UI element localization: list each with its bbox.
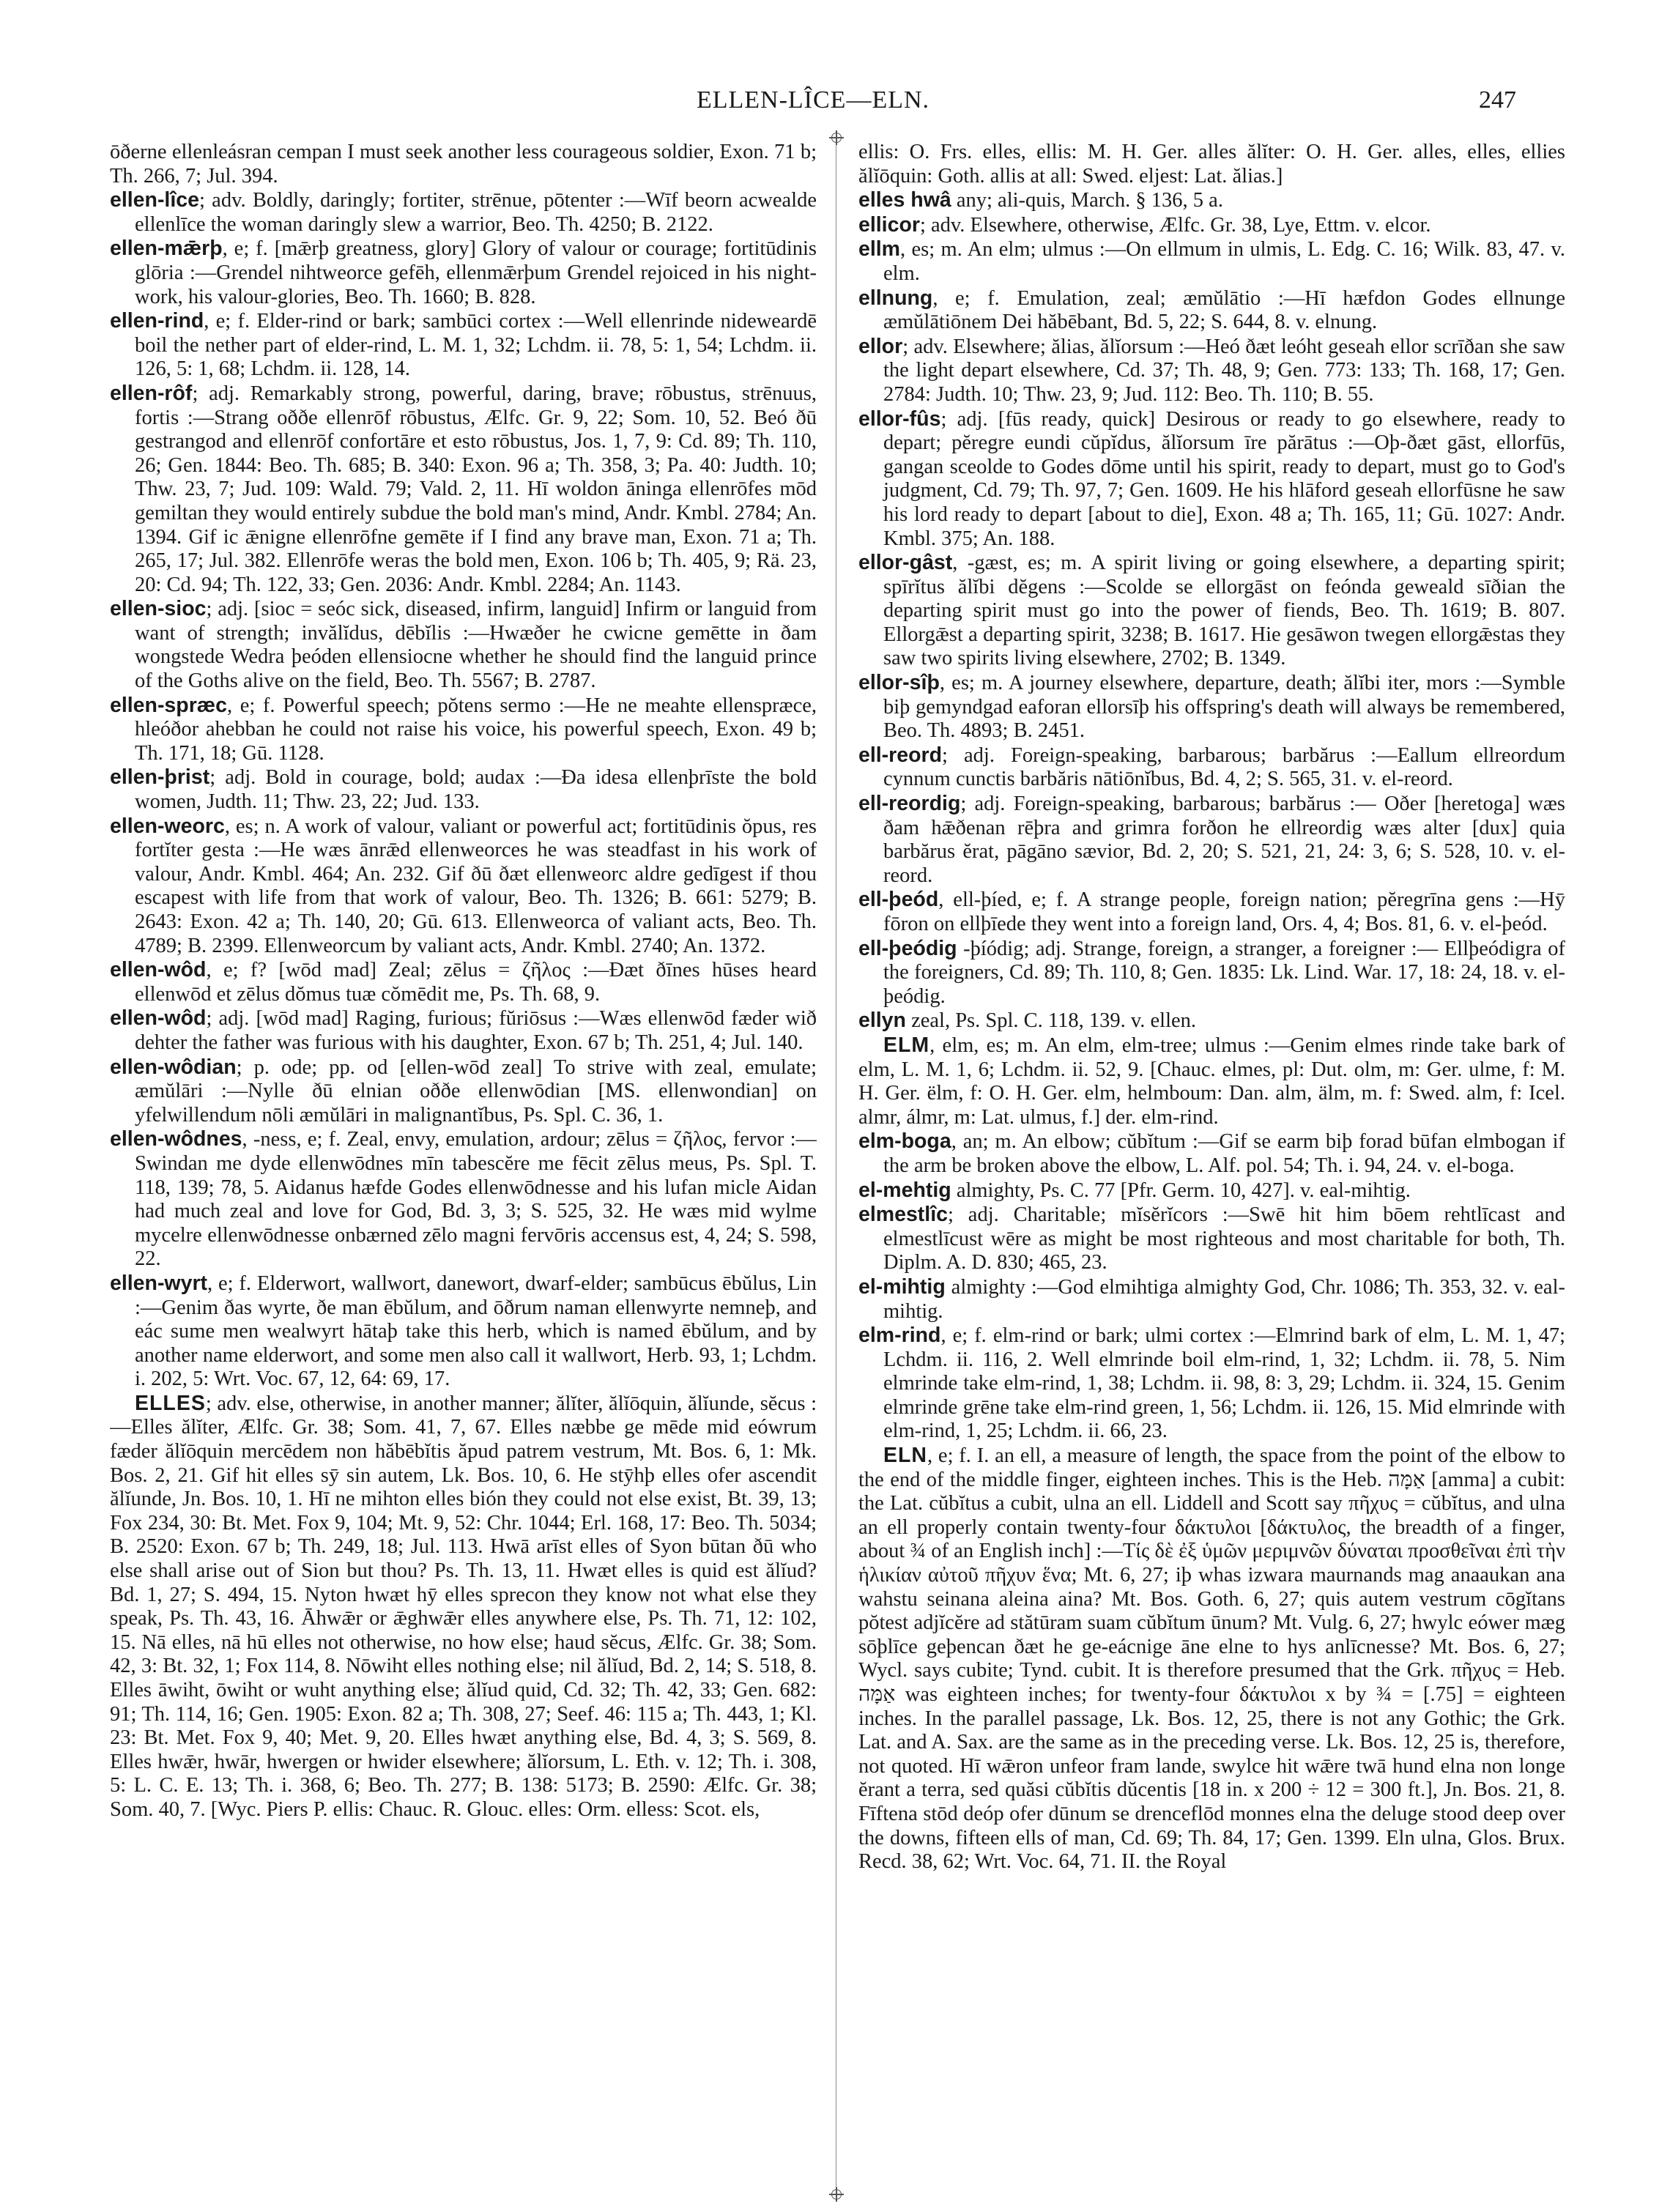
dictionary-entry [110,958,817,1006]
dictionary-entry [858,286,1565,335]
entry-headword: ellm [858,237,901,261]
dictionary-entry [110,141,817,188]
entry-headword: ellen-spræc [110,693,227,717]
entry-headword: ellen-rind [110,309,204,333]
dictionary-entry [858,792,1565,888]
entry-headword: ellen-wôdian [110,1055,237,1079]
dictionary-entry [110,597,817,693]
dictionary-entry [110,694,817,766]
entry-definition: , e; f. Emulation, zeal; æmŭlātio :—Hī hæfdon Godes ellnunge æmŭlātiōnem Dei hăbēbant, Bd. 5, 22; S. 644, 8. v. elnung. [883,286,1565,334]
dictionary-entry [858,335,1565,407]
entry-definition: , es; n. A work of valour, valiant or powerful act; fortitūdinis ŏpus, res fortĭter gesta :—He wæs ānrǣd ellenweorces he was steadfast in his work of valour, Andr. Kmbl. 464; An. 232. Gif ðū ðæt ellenweorc aldre gedīgest if thou escapest with life from that work of valour, Beo. Th. 1326; B. 661: 5279; B. 2643: Exon. 42 a; Th. 140, 20; Gū. 613. Ellenweorca of valiant acts, Beo. Th. 4789; B. 2399. Ellenweorcum by valiant acts, Andr. Kmbl. 2740; An. 1372. [135,814,817,957]
entry-definition: , ell-þíed, e; f. A strange people, foreign nation; pĕregrīna gens :—Hȳ fōron on ellþīede they went into a foreign land, Ors. 4, 4; Bos. 81, 6. v. el-þeód. [883,888,1565,935]
entry-definition: ; adj. Charitable; mĭsĕrĭcors :—Swē hit him bōem rehtlīcast and elmestlīcust wēre as might be most righteous and most charitable for both, Th. Diplm. A. D. 830; 465, 23. [883,1203,1565,1274]
entry-definition: ; adv. Elsewhere, otherwise, Ælfc. Gr. 38, Lye, Ettm. v. elcor. [919,213,1431,237]
entry-headword: ellen-wôd [110,1006,207,1031]
right-column [858,141,1565,2184]
dictionary-entry [110,382,817,597]
dictionary-entry [858,743,1565,792]
entry-headword: ellor [858,334,903,358]
entry-definition: ; adj. [sioc = seóc sick, diseased, infirm, languid] Infirm or languid from want of strength; invălĭdus, dēbĭlis :—Hwæðer he cwicne gemētte in ðam wongstede Wedra þeóden ellensiocne whether he should find the languid prince of the Goths alive on the field, Beo. Th. 5567; B. 2787. [135,598,817,693]
entry-headword: elm-rind [858,1324,941,1348]
dictionary-entry [858,551,1565,671]
entry-headword: ellen-rôf [110,381,193,405]
entry-definition: ; p. ode; pp. od [ellen-wōd zeal] To strive with zeal, emulate; æmŭlāri :—Nylle ðū elnian oððe ellenwōdian [MS. ellenwondian] on yfelwillendum nōli æmŭlāri in malignantĭbus, Ps. Spl. C. 36, 1. [135,1055,817,1127]
entry-definition: ; adv. else, otherwise, in another manner; ălĭter, ălĭōquin, ălĭunde, sĕcus :—Elles ălĭter, Ælfc. Gr. 38; Som. 41, 7, 67. Elles næbbe ge mēde mid eówrum fæder ălĭōquin mercēdem non hăbēbĭtis ăpud patrem vestrum, Mt. Bos. 6, 1: Mk. Bos. 2, 21. Gif hit elles sȳ sin autem, Lk. Bos. 10, 6. He stȳhþ elles ofer ascendit ălĭunde, Jn. Bos. 10, 1. Hī ne mihton elles bión they could not else exist, Bt. 39, 13; Fox 234, 30: Bt. Met. Fox 9, 104; Mt. 9, 52: Chr. 1044; Erl. 168, 17: Beo. Th. 5034; B. 2520: Exon. 67 b; Th. 249, 18; Jul. 113. Hwā arīst elles of Syon būtan ðū who else shall arise out of Sion but thou? Ps. Th. 13, 11. Hwæt elles is quid est ălĭud? Bd. 1, 27; S. 494, 15. Nyton hwæt hȳ elles sprecon they know not what else they speak, Ps. Th. 43, 16. Āhwǣr or ǣghwǣr elles anywhere else, Ps. Th. 71, 12: 102, 15. Nā elles, nā hū elles not otherwise, no how else; haud sĕcus, Ælfc. Gr. 38; Som. 42, 3: Bt. 32, 1; Fox 114, 8. Nōwiht elles nothing else; nil ălĭud, Bd. 2, 14; S. 518, 8. Elles āwiht, ōwiht or wuht anything else; ălĭud quid, Cd. 32; Th. 42, 33; Gen. 682: 91; Th. 114, 16; Gen. 1905: Exon. 82 a; Th. 308, 27; Seef. 46: 115 a; Th. 443, 1; Kl. 23: Bt. Met. Fox 9, 40; Met. 9, 20. Elles hwæt anything else, Bd. 4, 3; S. 569, 8. Elles hwǣr, hwār, hwergen or hwider elsewhere; ălĭorsum, L. Eth. v. 12; Th. i. 308, 5: L. C. E. 13; Th. i. 368, 6; Beo. Th. 277; B. 138: 5173; B. 2590: Ælfc. Gr. 38; Som. 40, 7. [Wyc. Piers P. ellis: Chauc. R. Glouc. elles: Orm. elless: Scot. els, [110,1392,817,1821]
entry-definition: , es; m. A journey elsewhere, departure, death; ălĭbi iter, mors :—Symble biþ gemyndgad eaforan ellorsīþ his offspring's death will always be remembered, Beo. Th. 4893; B. 2451. [883,672,1565,743]
entry-definition: ; adj. Remarkably strong, powerful, daring, brave; rōbustus, strēnuus, fortis :—Strang oððe ellenrōf rōbustus, Ælfc. Gr. 9, 22; Som. 10, 52. Beó ðū gestrangod and ellenrōf confortāre et esto rōbustus, Jos. 1, 7, 9: Cd. 89; Th. 110, 26; Gen. 1844: Beo. Th. 685; B. 340: Exon. 96 a; Th. 358, 3; Pa. 40: Judth. 10; Thw. 23, 7; Jud. 109: Wald. 79; Vald. 2, 11. Hī woldon āninga ellenrōfes mōd gemiltan they would entirely subdue the bold man's mind, Andr. Kmbl. 2784; An. 1394. Gif ic ǣnigne ellenrōfne gemēte if I find any brave man, Exon. 71 a; Th. 265, 17; Jul. 382. Ellenrōfe weras the bold men, Exon. 106 b; Th. 405, 9; Rä. 23, 20: Cd. 94; Th. 122, 33; Gen. 2036: Andr. Kmbl. 2284; An. 1143. [135,382,817,596]
left-column [110,141,817,2184]
entry-headword: ellen-wôd [110,958,207,982]
entry-headword: elles hwâ [858,188,951,212]
register-mark-top [829,130,844,145]
dictionary-entry [110,1272,817,1392]
dictionary-entry [110,1127,817,1272]
dictionary-entry [110,814,817,959]
entry-headword: ellen-sioc [110,597,207,621]
dictionary-entry [858,671,1565,743]
entry-headword: ELN [883,1444,927,1468]
dictionary-entry [110,188,817,237]
entry-definition: , -ness, e; f. Zeal, envy, emulation, ardour; zēlus = ζῆλος, fervor :—Swindan me dyde ellenwōdnes mīn tabescĕre me fēcit zēlus meus, Ps. Spl. T. 118, 139; 78, 5. Aidanus hæfde Godes ellenwōdnesse and his lufan micle Aidan had much zeal and love for God, Bd. 3, 3; S. 525, 32. He wæs mid wylme mycelre ellenwōdnesse onbærned zēlo magni fervōris accensus est, 4, 24; S. 598, 22. [135,1128,817,1271]
entry-definition: ; adv. Elsewhere; ălias, ălĭorsum :—Heó ðæt leóht geseah ellor scrīðan she saw the light depart elsewhere, Cd. 37; Th. 48, 9; Gen. 773: 133; Th. 168, 17; Gen. 2784: Judth. 10; Thw. 23, 9; Jud. 112: Beo. Th. 110; B. 55. [883,335,1565,406]
dictionary-entry [858,188,1565,213]
entry-definition: , e; f. Elder-rind or bark; sambūci cortex :—Well ellenrinde nideweardē boil the nether part of elder-rind, L. M. 1, 32; Lchdm. ii. 78, 5: 1, 54; Lchdm. ii. 126, 5: 1, 68; Lchdm. ii. 128, 14. [135,310,817,381]
dictionary-entry [858,1324,1565,1444]
dictionary-entry [858,888,1565,936]
entry-headword: ellen-wyrt [110,1271,208,1295]
running-header [110,86,1516,123]
entry-definition: , an; m. An elbow; cŭbĭtum :—Gif se earm biþ forad būfan elmbogan if the arm be broken above the elbow, L. Alf. pol. 54; Th. i. 94, 24. v. el-boga. [883,1130,1565,1177]
entry-definition: ōðerne ellenleásran cempan I must seek another less courageous soldier, Exon. 71 b; Th. 266, 7; Jul. 394. [110,141,817,188]
entry-headword: ellicor [858,212,920,237]
entry-headword: ellen-weorc [110,814,225,838]
entry-definition: ; adj. Bold in courage, bold; audax :—Ða idesa ellenþrīste the bold women, Judth. 11; Thw. 23, 22; Jud. 133. [135,766,817,814]
dictionary-entry [858,407,1565,552]
entry-headword: ellor-gâst [858,551,953,575]
dictionary-entry [858,937,1565,1009]
entry-definition: zeal, Ps. Spl. C. 118, 139. v. ellen. [905,1009,1197,1033]
page-number: 247 [1479,86,1516,114]
entry-definition: , e; f. Elderwort, wallwort, danewort, dwarf-elder; sambūcus ēbŭlus, Lin :—Genim ðas wyrte, ðe man ēbŭlum, and ōðrum naman ellenwyrte nemneþ, and eác sume men wealwyrt hātaþ take this herb, which is named ēbŭlum, and by another name elderwort, and some men also call it wallwort, Herb. 93, 1; Lchdm. i. 202, 5: Wrt. Voc. 67, 12, 64: 69, 17. [135,1272,817,1391]
entry-definition: ; adj. [fūs ready, quick] Desirous or ready to go elsewhere, ready to depart; pĕregre eundi cŭpĭdus, ălĭorsum īre părātus :—Oþ-ðæt gāst, ellorfūs, gangan sceolde to Godes dōme until his spirit, ready to depart, must go to God's judgment, Cd. 79; Th. 97, 7; Gen. 1609. He his hlāford geseah ellorfūsne he saw his lord ready to depart [about to die], Exon. 48 a; Th. 165, 11; Gū. 1027: Andr. Kmbl. 375; An. 188. [883,407,1565,550]
entry-definition: ; adv. Boldly, daringly; fortiter, strēnue, pōtenter :—Wīf beorn acwealde ellenlīce the woman daringly slew a warrior, Beo. Th. 4250; B. 2122. [135,189,817,236]
dictionary-entry [110,765,817,814]
entry-definition: , e; f. I. an ell, a measure of length, the space from the point of the elbow to the end of the middle finger, eighteen inches. This is the Heb. אַמָּה [amma] a cubit: the Lat. cŭbĭtus a cubit, ulna an ell. Liddell and Scott say πῆχυς = cŭbĭtus, and ulna an ell properly contain twenty-four δάκτυλοι [δάκτυλος, the breadth of a finger, about ¾ of an English inch] :—Τίς δὲ ἐξ ὑμῶν μεριμνῶν δύναται προσθεῖναι ἐπὶ τὴν ἡλικίαν αὐτοῦ πῆχυν ἕνα; Mt. 6, 27; iþ whas izwara maurnands mag anaaukan ana wahstu seinana aleina aina? Mt. Bos. Goth. 6, 27; quis autem vestrum cōgĭtans pŏtest adjĭcĕre ad stătūram suam cŭbĭtum ūnum? Mt. Vulg. 6, 27; hwylc eówer mæg sōþlīce geþencan ðæt he ge-eácnige āne elne to hys anlīcnesse? Mt. Bos. 6, 27; Wycl. says cubite; Tynd. cubit. It is therefore presumed that the Grk. πῆχυς = Heb. אַמָּה was eighteen inches; for twenty-four δάκτυλοι x by ¾ = [.75] = eighteen inches. In the parallel passage, Lk. Bos. 12, 25, there is not any Gothic; the Grk. Lat. and A. Sax. are the same as in the preceding verse. Lk. Bos. 12, 25 is, therefore, not quoted. Hī wǣron unfeor fram lande, swylce hit wǣre twā hund elna non longe ĕrant a terra, sed quăsi cŭbĭtis dŭcentis [18 in. x 200 ÷ 12 = 300 ft.], Jn. Bos. 21, 8. Fīftena stōd deóp ofer dūnum se drenceflōd monnes elna the deluge stood deep over the downs, fifteen ells of man, Cd. 69; Th. 84, 17; Gen. 1399. Eln ulna, Glos. Brux. Recd. 38, 62; Wrt. Voc. 64, 71. II. the Royal [858,1444,1565,1874]
dictionary-entry [858,1033,1565,1129]
entry-headword: el-mihtig [858,1274,946,1299]
entry-definition: ellis: O. Frs. elles, ellis: M. H. Ger. alles ălĭter: O. H. Ger. alles, elles, ellies ălĭōquin: Goth. allis at all: Swed. eljest: Lat. ălias.] [858,141,1565,188]
entry-definition: any; ali-quis, March. § 136, 5 a. [951,189,1223,212]
entry-headword: ell-þeód [858,888,939,912]
dictionary-entry [110,1392,817,1822]
dictionary-entry [858,213,1565,238]
entry-headword: elmestlîc [858,1203,948,1227]
entry-definition: , -gæst, es; m. A spirit living or going elsewhere, a departing spirit; spīrĭtus ălĭbi dĕgens :—Scolde se ellorgāst on feónda geweald sīðian the departing spirit must go into the power of fiends, Beo. Th. 1619; B. 807. Ellorgǣst a departing spirit, 3238; B. 1617. Hie gesāwon twegen ellorgǣstas they saw two spirits living elsewhere, 2702; B. 1349. [883,552,1565,670]
dictionary-entry [858,1009,1565,1033]
page-title: ELLEN-LÎCE—ELN. [696,86,930,114]
dictionary-entry [110,1055,817,1128]
entry-definition: almighty, Ps. C. 77 [Pfr. Germ. 10, 427]. v. eal-mihtig. [951,1179,1411,1202]
entry-headword: ellyn [858,1009,906,1033]
entry-headword: ellen-mǣrþ [110,237,223,261]
entry-headword: ellen-wôdnes [110,1127,242,1151]
entry-headword: el-mehtig [858,1178,951,1202]
entry-headword: ellen-þrist [110,765,210,790]
dictionary-entry [858,237,1565,286]
entry-definition: ; adj. Foreign-speaking, barbarous; barbărus :— Oðer [heretoga] wæs ðam hǣðenan rēþra and grimra forðon he ellreordig wæs alter [dux] quia barbărus ĕrat, pāgāno sævior, Bd. 2, 20; S. 521, 21, 24: 3, 6; S. 528, 10. v. el-reord. [883,793,1565,887]
entry-headword: ellor-fûs [858,407,941,431]
entry-headword: elm-boga [858,1129,951,1154]
dictionary-entry [110,309,817,382]
dictionary-entry [858,1444,1565,1874]
entry-headword: ellor-sîþ [858,671,940,695]
entry-definition: ; adj. Foreign-speaking, barbarous; barbărus :—Eallum ellreordum cynnum cunctis barbăris nātiōnĭbus, Bd. 4, 2; S. 565, 31. v. el-reord. [883,743,1565,791]
entry-definition: , elm, es; m. An elm, elm-tree; ulmus :—Genim elmes rinde take bark of elm, L. M. 1, 6; Lchdm. ii. 52, 9. [Chauc. elmes, pl: Dut. olm, m: Ger. ulme, f: M. H. Ger. ëlm, f: O. H. Ger. elm, helmboum: Dan. alm, älm, m. f: Swed. alm, f: Icel. almr, álmr, m: Lat. ulmus, f.] der. elm-rind. [858,1033,1565,1129]
dictionary-entry [858,1203,1565,1275]
entry-definition: -þíódig; adj. Strange, foreign, a stranger, a foreigner :— Ellþeódigra of the foreigners, Cd. 89; Th. 110, 8; Gen. 1835: Lk. Lind. War. 17, 18: 24, 18. v. el-þeódig. [883,937,1565,1008]
entry-definition: , es; m. An elm; ulmus :—On ellmum in ulmis, L. Edg. C. 16; Wilk. 83, 47. v. elm. [883,238,1565,285]
entry-headword: ELLES [135,1391,206,1415]
entry-headword: ELM [883,1033,930,1057]
entry-definition: , e; f. Powerful speech; pŏtens sermo :—He ne meahte ellenspræce, hleóðor ahebban he could not raise his voice, his powerful speech, Exon. 49 b; Th. 171, 18; Gū. 1128. [135,694,817,765]
entry-definition: , e; f. elm-rind or bark; ulmi cortex :—Elmrind bark of elm, L. M. 1, 47; Lchdm. ii. 116, 2. Well elmrinde boil elm-rind, 1, 32; Lchdm. ii. 78, 5. Nim elmrinde take elm-rind, 1, 38; Lchdm. ii. 98, 8: 3, 29; Lchdm. ii. 324, 15. Genim elmrinde grēne take elm-rind green, 1, 56; Lchdm. ii. 126, 15. Mid elmrinde with elm-rind, 1, 25; Lchdm. ii. 66, 23. [883,1324,1565,1443]
dictionary-entry [858,1179,1565,1203]
entry-definition: almighty :—God elmihtiga almighty God, Chr. 1086; Th. 353, 32. v. eal-mihtig. [883,1275,1565,1323]
entry-headword: ellen-lîce [110,188,199,212]
entry-headword: ell-þeódig [858,936,957,960]
entry-definition: ; adj. [wōd mad] Raging, furious; fŭriōsus :—Wæs ellenwōd fæder wið dehter the father was furious with his daughter, Exon. 67 b; Th. 251, 4; Jul. 140. [135,1007,817,1054]
dictionary-entry [858,1129,1565,1178]
dictionary-entry [858,1275,1565,1324]
entry-headword: ellnung [858,286,933,310]
entry-definition: , e; f. [mǣrþ greatness, glory] Glory of valour or courage; fortitūdinis glōria :—Grendel nihtweorce gefēh, ellenmǣrþum Grendel rejoiced in his night-work, his valour-glories, Beo. Th. 1660; B. 828. [135,237,817,308]
entry-headword: ell-reord [858,743,943,767]
register-mark-bottom [829,2187,844,2202]
dictionary-entry [110,237,817,309]
entry-definition: , e; f? [wōd mad] Zeal; zēlus = ζῆλος :—Ðæt ðīnes hūses heard ellenwōd et zēlus dŏmus tuæ cŏmēdit me, Ps. Th. 68, 9. [135,959,817,1006]
dictionary-entry [110,1006,817,1055]
dictionary-entry [858,141,1565,188]
entry-headword: ell-reordig [858,792,961,816]
